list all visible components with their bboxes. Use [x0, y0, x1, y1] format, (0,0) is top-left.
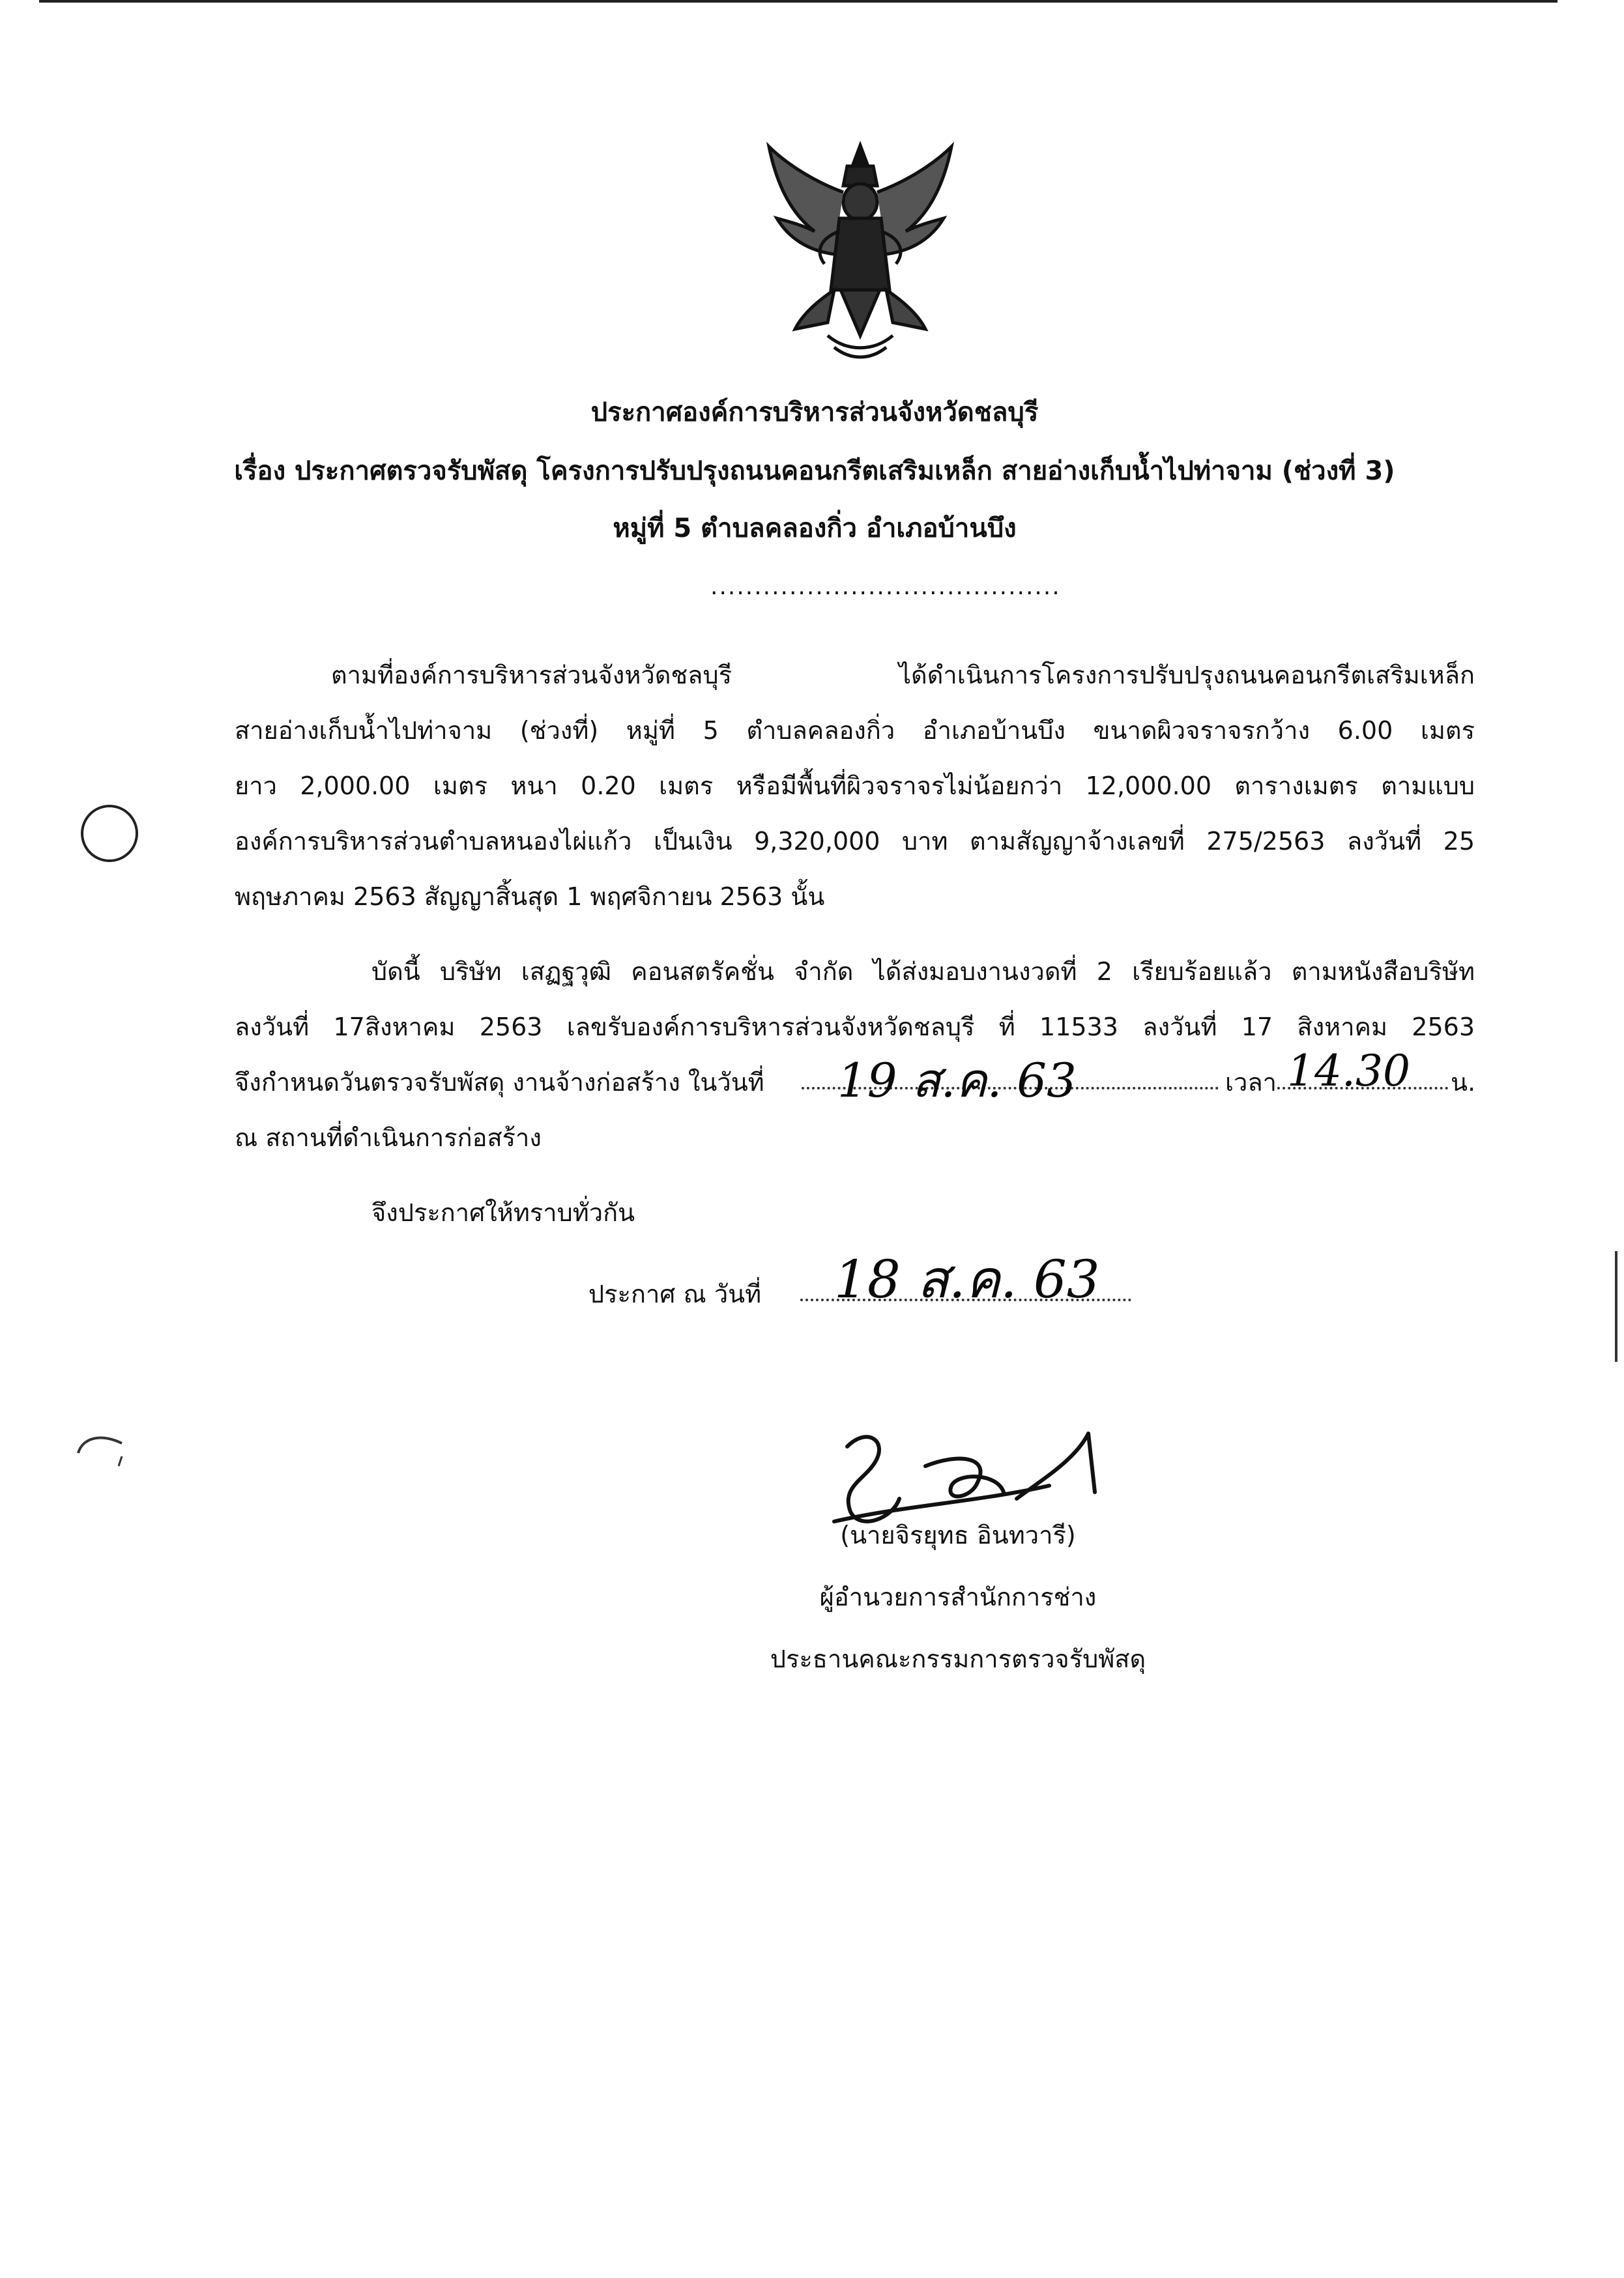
announce-date-label: ประกาศ ณ วันที่: [588, 1280, 762, 1308]
para1-line5: พฤษภาคม 2563 สัญญาสิ้นสุด 1 พฤศจิกายน 2563 นั้น: [235, 882, 825, 911]
para1-line4: องค์การบริหารส่วนตำบลหนองไผ่แก้ว เป็นเงิน 9,320,000 บาท ตามสัญญาจ้างเลขที่ 275/2563 ลงวันที่ 25: [235, 827, 1475, 856]
inspection-time-handwritten: 14.30: [1287, 1046, 1410, 1096]
garuda-emblem-icon: [762, 140, 958, 365]
signatory-role: ประธานคณะกรรมการตรวจรับพัสดุ: [770, 1645, 1146, 1673]
para1-line2: สายอ่างเก็บน้ำไปท่าจาม (ช่วงที่) หมู่ที่ 5 ตำบลคลองกิ่ว อำเภอบ้านบึง ขนาดผิวจราจรกว้าง 6.00 เมตร: [235, 716, 1475, 745]
signatory-name: (นายจิรยุทธ อินทวารี): [840, 1521, 1076, 1550]
document-subject: เรื่อง ประกาศตรวจรับพัสดุ โครงการปรับปรุงถนนคอนกรีตเสริมเหล็ก สายอ่างเก็บน้ำไปท่าจาม (ช่วงที่ 3): [234, 456, 1395, 486]
para2-line1: บัดนี้ บริษัท เสฏฐวุฒิ คอนสตรัคชั่น จำกัด ได้ส่งมอบงานงวดที่ 2 เรียบร้อยแล้ว ตามหนังสือบริษัท: [371, 957, 1475, 986]
document-subject-location: หมู่ที่ 5 ตำบลคลองกิ่ว อำเภอบ้านบึง: [613, 513, 1017, 543]
punch-hole-partial-mark: [73, 1427, 132, 1486]
time-unit: น.: [1451, 1068, 1476, 1097]
announce-date-handwritten: 18 ส.ค. 63: [834, 1249, 1100, 1310]
punch-hole-mark: [81, 805, 138, 862]
scan-edge-mark: [1615, 1251, 1617, 1362]
para1-line3: ยาว 2,000.00 เมตร หนา 0.20 เมตร หรือมีพื้นที่ผิวจราจรไม่น้อยกว่า 12,000.00 ตารางเมตร ตามแบบ: [235, 771, 1475, 800]
top-border-line: [39, 0, 1558, 3]
inspection-line-prefix: จึงกำหนดวันตรวจรับพัสดุ งานจ้างก่อสร้าง ในวันที่: [235, 1068, 764, 1097]
time-label: เวลา: [1225, 1068, 1277, 1097]
document-title: ประกาศองค์การบริหารส่วนจังหวัดชลบุรี: [590, 397, 1039, 427]
signatory-position: ผู้อำนวยการสำนักการช่าง: [819, 1583, 1097, 1611]
para2-line2: ลงวันที่ 17สิงหาคม 2563 เลขรับองค์การบริหารส่วนจังหวัดชลบุรี ที่ 11533 ลงวันที่ 17 สิงหาคม 2563: [235, 1013, 1475, 1041]
para1-line1: ตามที่องค์การบริหารส่วนจังหวัดชลบุรี ได้ดำเนินการโครงการปรับปรุงถนนคอนกรีตเสริมเหล็ก: [331, 661, 1475, 689]
title-separator: ........................................: [710, 573, 1061, 600]
inspection-location: ณ สถานที่ดำเนินการก่อสร้าง: [235, 1123, 542, 1152]
closing-statement: จึงประกาศให้ทราบทั่วกัน: [371, 1198, 635, 1227]
inspection-date-handwritten: 19 ส.ค. 63: [837, 1053, 1077, 1108]
